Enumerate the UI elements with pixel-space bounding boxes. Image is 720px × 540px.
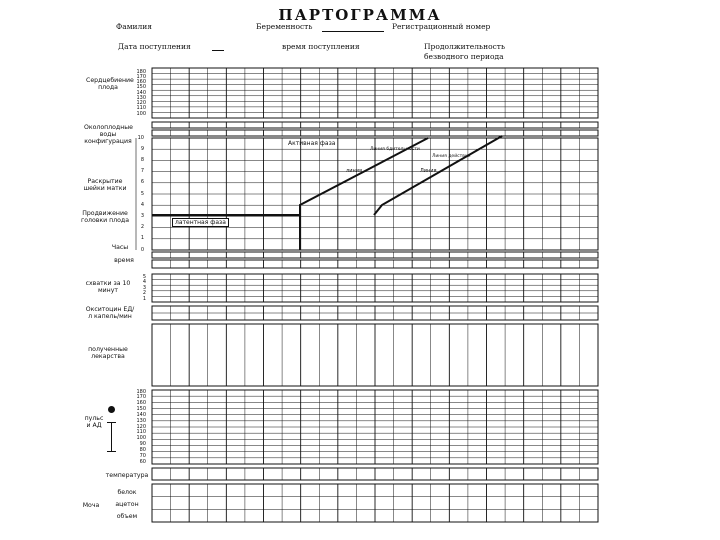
pulse-tick: 170 [136,394,146,401]
contraction-tick: 5 [142,273,146,280]
fetal-hr-tick: 180 [136,68,146,75]
pulse-bp-label: пульс и АД [84,415,104,429]
alert-short-label: линия [346,168,362,174]
cervix-tick: 8 [140,156,144,163]
urine-protein-label: белок [117,489,137,496]
cervix-tick: 1 [140,235,144,242]
cervix-tick: 0 [140,246,144,253]
fetal-hr-label: Сердцебиение плода [86,77,134,91]
time-label: время [114,257,134,264]
fetal-hr-tick: 170 [136,73,146,80]
contraction-tick: 2 [142,290,146,296]
cervix-tick: 3 [140,212,144,219]
cervix-tick: 7 [140,168,144,175]
temperature-label: температура [105,472,149,479]
pulse-dot-icon [108,406,115,413]
cervix-tick: 9 [140,145,144,152]
contractions-label: схватки за 10 минут [85,280,131,294]
pulse-tick: 90 [139,441,146,447]
cervix-label: Раскрытие шейки матки [83,178,127,192]
pulse-tick: 140 [136,411,146,418]
admission-time-label: время поступления [282,42,360,51]
fetal-hr-tick: 160 [136,79,146,85]
contraction-tick: 1 [142,295,146,302]
pulse-tick: 110 [136,429,146,436]
descent-label: Продвижение головки плода [80,210,129,224]
fetal-hr-tick: 100 [136,110,146,117]
bp-arrow-icon [111,422,112,452]
pulse-tick: 180 [136,388,146,395]
urine-acetone-label: ацетон [115,501,139,508]
pulse-tick: 80 [139,446,146,453]
pulse-tick: 160 [136,400,146,407]
pulse-tick: 60 [139,458,146,465]
contraction-tick: 3 [142,284,146,291]
waterless-label: безводного периода [424,52,504,61]
latent-phase-label: латентная фаза [172,218,229,227]
pulse-tick: 150 [136,406,146,412]
configuration-label: конфигурация [84,138,132,145]
action-line-label: Линия действия [432,154,471,159]
admission-date-label: Дата поступления [118,42,191,51]
fetal-hr-tick: 110 [136,105,146,112]
bp-arrow-bottom [107,451,116,452]
pulse-tick: 120 [136,423,146,430]
drugs-label: полученные лекарства [88,346,128,360]
page-title: ПАРТОГРАММА [278,6,442,24]
oxytocin-label: Окситоцин ЕД/л капель/мин [85,306,135,320]
reg-number-label: Регистрационный номер [392,22,491,31]
fetal-hr-tick: 120 [136,100,146,106]
fetal-hr-tick: 150 [136,84,146,91]
cervix-tick: 6 [140,179,144,186]
duration-label: Продолжительность [424,42,506,51]
action-short-label: Линия [420,168,437,174]
cervix-tick: 4 [140,201,144,208]
pulse-tick: 70 [139,452,146,459]
pulse-tick: 100 [136,435,146,442]
urine-volume-label: объем [116,513,138,520]
amniotic-label: Околоплодные воды [84,124,133,138]
pregnancy-label: Беременность [256,22,313,31]
fetal-hr-tick: 140 [136,89,146,96]
alert-line-label: Линия бдительности [370,147,420,152]
cervix-tick: 10 [137,134,144,141]
surname-label: Фамилия [116,22,153,31]
bp-arrow-top [107,422,116,423]
contraction-tick: 4 [142,279,146,285]
urine-label: Моча [82,502,100,509]
hours-label: Часы [111,244,129,251]
pulse-tick: 130 [136,417,146,424]
fetal-hr-tick: 130 [136,94,146,101]
cervix-tick: 2 [140,224,144,231]
cervix-tick: 5 [140,190,144,197]
active-phase-label: Активная фаза [288,140,336,147]
